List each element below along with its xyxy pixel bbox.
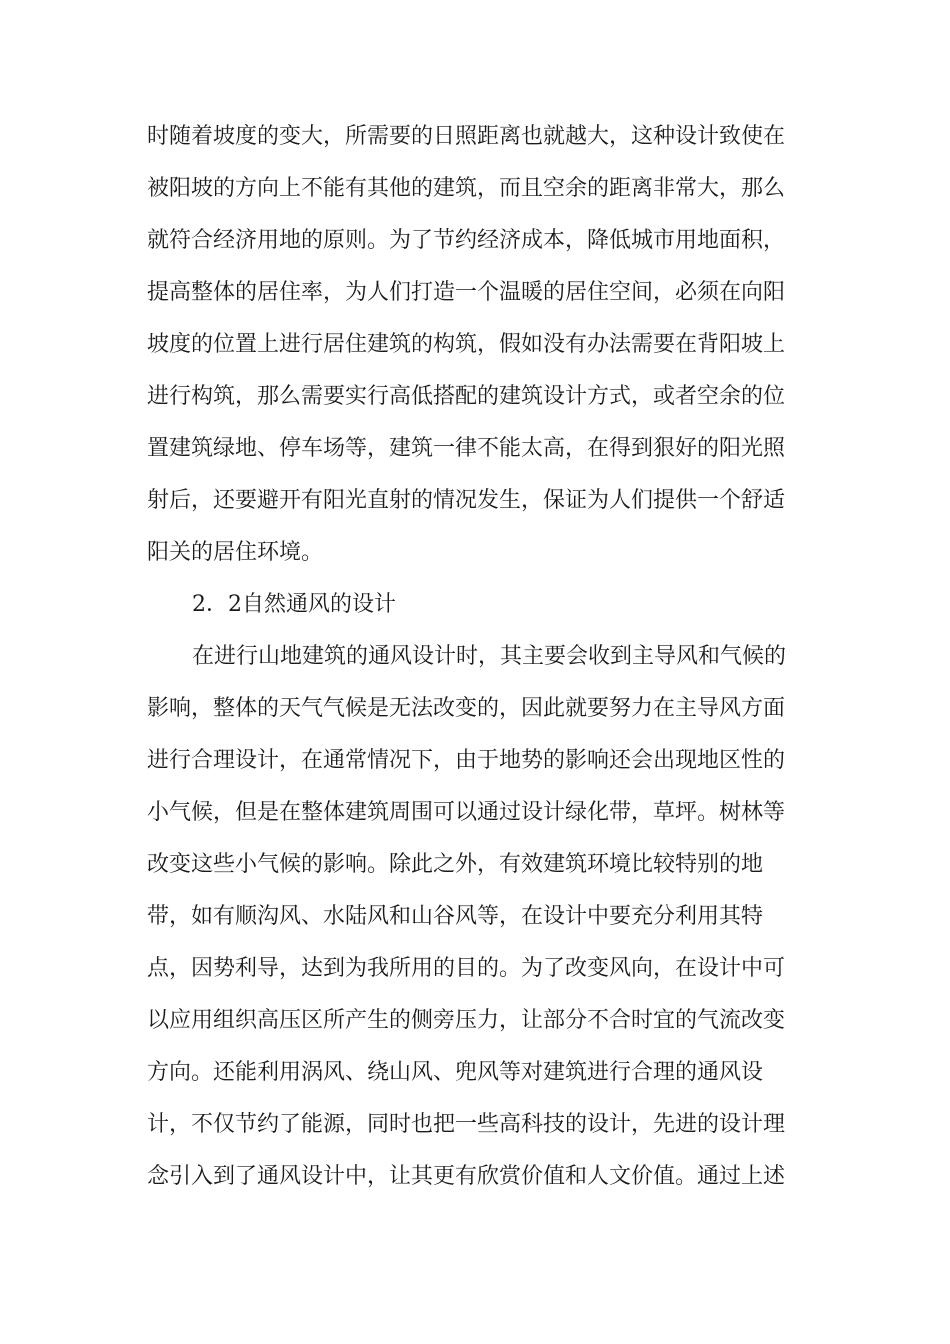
text-line: 被阳坡的方向上不能有其他的建筑，而且空余的距离非常大，那么 xyxy=(147,176,786,201)
text-line: 带，如有顺沟风、水陆风和山谷风等，在设计中要充分利用其特 xyxy=(147,904,764,929)
text-line: 念引入到了通风设计中，让其更有欣赏价值和人文价值。通过上述 xyxy=(147,1164,786,1189)
text-line: 进行构筑，那么需要实行高低搭配的建筑设计方式，或者空余的位 xyxy=(147,384,786,409)
text-line: 置建筑绿地、停车场等，建筑一律不能太高，在得到狠好的阳光照 xyxy=(147,436,786,461)
text-line: 计，不仅节约了能源，同时也把一些高科技的设计，先进的设计理 xyxy=(147,1112,786,1137)
text-line: 坡度的位置上进行居住建筑的构筑，假如没有办法需要在背阳坡上 xyxy=(147,332,786,357)
paragraph-first-line: 在进行山地建筑的通风设计时，其主要会收到主导风和气候的 xyxy=(192,644,787,669)
section-heading: 2．2自然通风的设计 xyxy=(192,592,396,617)
text-line: 改变这些小气候的影响。除此之外，有效建筑环境比较特别的地 xyxy=(147,852,764,877)
text-line: 方向。还能利用涡风、绕山风、兜风等对建筑进行合理的通风设 xyxy=(147,1060,764,1085)
text-line: 影响，整体的天气气候是无法改变的，因此就要努力在主导风方面 xyxy=(147,696,786,721)
text-line: 射后，还要避开有阳光直射的情况发生，保证为人们提供一个舒适 xyxy=(147,488,786,513)
text-line: 小气候，但是在整体建筑周围可以通过设计绿化带，草坪。树林等 xyxy=(147,800,786,825)
text-line: 阳关的居住环境。 xyxy=(147,540,324,565)
text-line: 点，因势利导，达到为我所用的目的。为了改变风向，在设计中可 xyxy=(147,956,786,981)
text-line: 以应用组织高压区所产生的侧旁压力，让部分不合时宜的气流改变 xyxy=(147,1008,786,1033)
text-line: 进行合理设计，在通常情况下，由于地势的影响还会出现地区性的 xyxy=(147,748,786,773)
text-line: 时随着坡度的变大，所需要的日照距离也就越大，这种设计致使在 xyxy=(147,124,786,149)
text-line: 就符合经济用地的原则。为了节约经济成本，降低城市用地面积， xyxy=(147,228,786,253)
text-line: 提高整体的居住率，为人们打造一个温暖的居住空间，必须在向阳 xyxy=(147,280,786,305)
